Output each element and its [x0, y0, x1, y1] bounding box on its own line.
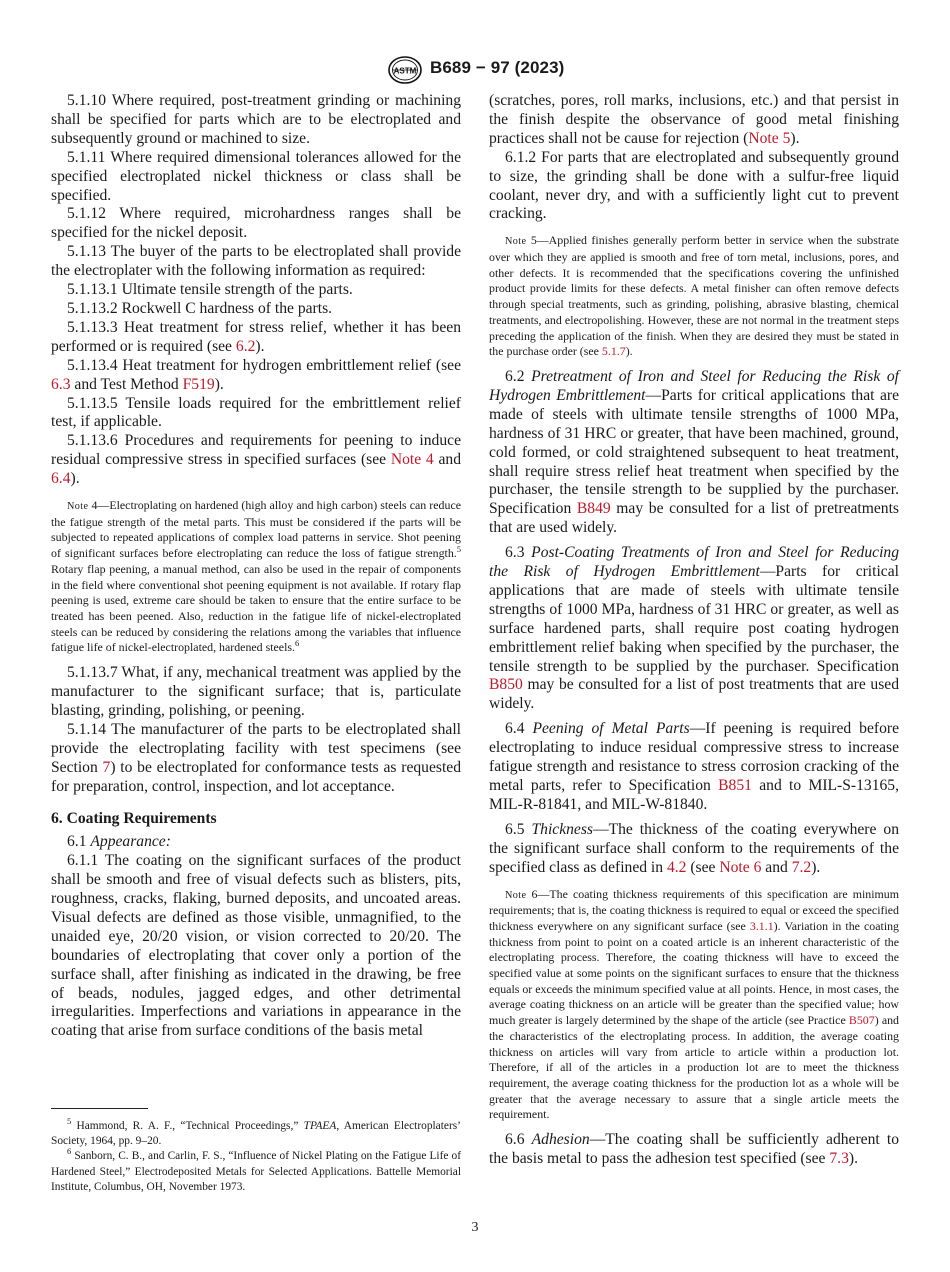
para-6-3: 6.3 Post-Coating Treatments of Iron and Steel for Reducing the Risk of Hydrogen Embrittlement—Parts for critical applications that are made of steels with ultimate tensile strengths of 1000 MPa, hardness of 31 HRC or greater, as well as surface hardened parts, shall require post coating hydrogen embrittlement relief baking when specified by the purchaser, the tensile strength to be supplied by the purchaser. Specification B850 may be consulted for a list of post treatments that are used widely.: [489, 544, 899, 713]
ref-note-6[interactable]: Note 6: [719, 858, 762, 876]
footnote-ref-6: 6: [294, 638, 300, 649]
left-column: [51, 92, 461, 1041]
para-6-2: 6.2 Pretreatment of Iron and Steel for Reducing the Risk of Hydrogen Embrittlement—Parts for critical applications that are made of steels with ultimate tensile strengths of 1000 MPa, hardness of 31 HRC or greater, that have been machined, ground, cold formed, or cold straightened subsequent to heat treatment, shall require stress relief heat treatment when specified by the purchaser, the tensile strength to be supplied by the purchaser. Specification B849 may be consulted for a list of pretreatments that are used widely.: [489, 367, 899, 537]
para-5-1-13-4: 5.1.13.4 Heat treatment for hydrogen embrittlement relief (see 6.3 and Test Method F519).: [51, 356, 461, 393]
ref-section-7[interactable]: 7: [102, 758, 111, 776]
para-5-1-13-6: 5.1.13.6 Procedures and requirements for peening to induce residual compressive stress in specified surfaces (see Note 4 and 6.4).: [51, 432, 461, 488]
para-6-1-1: 6.1.1 The coating on the significant surfaces of the product shall be smooth and free of visual defects such as blisters, pits, roughness, cracks, flaking, burned deposits, and uncoated areas. Visual defects are defined as those visible, unmagnified, to the unaided eye, 20/20 vision, or vision corrected to 20/20. The boundaries of electroplating that cover only a portion of the surface shall, after finishing as indicated in the drawing, be free of beads, nodules, jagged edges, and other detrimental irregularities. Imperfections and variations in appearance in the coating that arise from surface conditions of the basis metal: [51, 852, 461, 1040]
section-6-heading: 6. Coating Requirements: [51, 810, 217, 828]
standard-designation: B689 − 97 (2023): [430, 58, 565, 77]
para-6-5: 6.5 Thickness—The thickness of the coating everywhere on the significant surface shall conform to the requirements of the specified class as defined in 4.2 (see Note 6 and 7.2).: [489, 820, 899, 876]
ref-b850[interactable]: B850: [489, 676, 523, 694]
ref-6-2[interactable]: 6.2: [235, 337, 256, 355]
ref-7-3[interactable]: 7.3: [829, 1149, 849, 1167]
para-5-1-13-7: 5.1.13.7 What, if any, mechanical treatment was applied by the manufacturer to the significant surface; that is, particulate blasting, grinding, polishing, or peening.: [51, 664, 461, 719]
para-6-1-2: 6.1.2 For parts that are electroplated and subsequently ground to size, the grinding shall be done with a sulfur-free liquid coolant, never dry, and with a sufficiently light cut to prevent cracking.: [489, 148, 899, 223]
ref-4-2[interactable]: 4.2: [666, 858, 687, 876]
note-4: Note 4—Electroplating on hardened (high alloy and high carbon) steels can reduce the fatigue strength of the metal parts. This must be considered if the parts will be subjected to repeated applications of complex load patterns in service. Shot peening of significant surfaces before electroplating can reduce the loss of fatigue strength.$^5$ Rotary flap peening, a manual method, can also be used in the repair of components in the field where conventional shot peening equipment is not available. If rotary flap peening is used, extreme care should be taken to ensure that the entire surface to be treated has been peened. Also, reduction in the fatigue life of nickel-electroplated steels can be reduced by considering the relations among the variables that influence fatigue life of nickel-electroplated, hardened steels.$^6$: [51, 498, 461, 655]
ref-7-2[interactable]: 7.2: [791, 858, 812, 876]
footnote-divider: [51, 1108, 148, 1109]
svg-text:ASTM: ASTM: [393, 66, 417, 76]
ref-f519[interactable]: F519: [182, 375, 215, 393]
ref-b849[interactable]: B849: [576, 500, 611, 518]
para-6-6: 6.6 Adhesion—The coating shall be sufficiently adherent to the basis metal to pass the adhesion test specified (see 7.3).: [489, 1131, 900, 1167]
page-header: [0, 56, 950, 84]
footnotes: [51, 1108, 461, 1195]
note-5: Note 5—Applied finishes generally perform better in service when the substrate over which they are applied is smooth and free of torn metal, inclusions, pores, and other defects. It is recommended that the specifications covering the unfinished product provide limits for these defects. A metal finisher can often remove defects through special treatments, such as grinding, polishing, abrasive blasting, chemical treatments, and electropolishing. However, these are not normal in the treatment steps preceding the application of the finish. When they are desired they must be stated in the purchase order (see 5.1.7).: [489, 233, 899, 359]
para-5-1-13-1: 5.1.13.1 Ultimate tensile strength of the parts.: [67, 281, 353, 299]
para-5-1-13-3: 5.1.13.3 Heat treatment for stress relief, whether it has been performed or is required (see 6.2).: [51, 318, 461, 355]
footnote-6: $^6$ Sanborn, C. B., and Carlin, F. S., “Influence of Nickel Plating on the Fatigue Life of Hardened Steel,” Electrodeposited Metals for Selected Applications. Battelle Memorial Institute, Columbus, OH, November 1973.: [51, 1146, 461, 1193]
ref-note-5[interactable]: Note 5: [748, 129, 791, 147]
astm-logo-icon: [387, 56, 423, 84]
para-5-1-13: 5.1.13 The buyer of the parts to be electroplated shall provide the electroplater with the following information as required:: [51, 243, 461, 280]
ref-5-1-7[interactable]: 5.1.7: [601, 344, 626, 359]
para-6-1: 6.1 Appearance:: [67, 833, 171, 851]
note-6: Note 6—The coating thickness requirements of this specification are minimum requirements; that is, the coating thickness is required to equal or exceed the specified thickness everywhere on any significant surface (see 3.1.1). Variation in the coating thickness from point to point on a coated article is an inherent characteristic of the electroplating process. Therefore, the coating thickness will have to exceed the specified value at some points on the significant surfaces to ensure that the thickness equals or exceeds the minimum specified value at all points. Hence, in most cases, the average coating thickness on an article will be greater than the specified value; how much greater is largely determined by the shape of the article (see Practice B507) and the characteristics of the electroplating process. In addition, the average coating thickness on articles will vary from article to article within a production lot. Therefore, if all of the articles in a production lot are to meet the thickness requirement, the average coating thickness for the production lot as a whole will be greater that the average necessary to assure that a single article meets the requirement.: [489, 886, 900, 1122]
para-6-1-1-cont: (scratches, pores, roll marks, inclusions, etc.) and that persist in the finish despite the observance of good metal finishing practices shall not be cause for rejection (Note 5).: [489, 92, 899, 147]
ref-note-4[interactable]: Note 4: [390, 451, 434, 469]
para-5-1-13-2: 5.1.13.2 Rockwell C hardness of the parts.: [67, 299, 333, 317]
ref-6-4[interactable]: 6.4: [51, 470, 71, 488]
ref-b507[interactable]: B507: [848, 1013, 875, 1028]
footnote-ref-5: 5: [456, 544, 461, 555]
right-column: [489, 92, 899, 1169]
para-5-1-14: 5.1.14 The manufacturer of the parts to be electroplated shall provide the electroplating facility with test specimens (see Section 7) to be electroplated for conformance tests as requested for preparation, control, inspection, and lot acceptance.: [51, 720, 461, 795]
page-number: 3: [471, 1220, 479, 1235]
ref-3-1-1[interactable]: 3.1.1: [749, 918, 774, 933]
para-5-1-13-5: 5.1.13.5 Tensile loads required for the embrittlement relief test, if applicable.: [51, 394, 461, 431]
para-6-4: 6.4 Peening of Metal Parts—If peening is required before electroplating to induce residual compressive stress to increase fatigue strength and resistance to stress corrosion cracking of the metal parts, refer to Specification B851 and to MIL-S-13165, MIL-R-81841, and MIL-W-81840.: [489, 720, 899, 813]
para-5-1-11: 5.1.11 Where required dimensional tolerances allowed for the specified electroplated nickel thickness or class shall be specified.: [51, 148, 461, 204]
para-5-1-12: 5.1.12 Where required, microhardness ranges shall be specified for the nickel deposit.: [51, 205, 461, 242]
footnote-5: $^5$ Hammond, R. A. F., “Technical Proceedings,” TPAEA, American Electroplaters’ Society, 1964, pp. 9–20.: [51, 1116, 461, 1148]
para-5-1-10: 5.1.10 Where required, post-treatment grinding or machining shall be specified for parts which are to be electroplated and subsequently ground or machined to size.: [51, 92, 461, 147]
ref-b851[interactable]: B851: [718, 777, 752, 794]
ref-6-3[interactable]: 6.3: [51, 375, 71, 393]
